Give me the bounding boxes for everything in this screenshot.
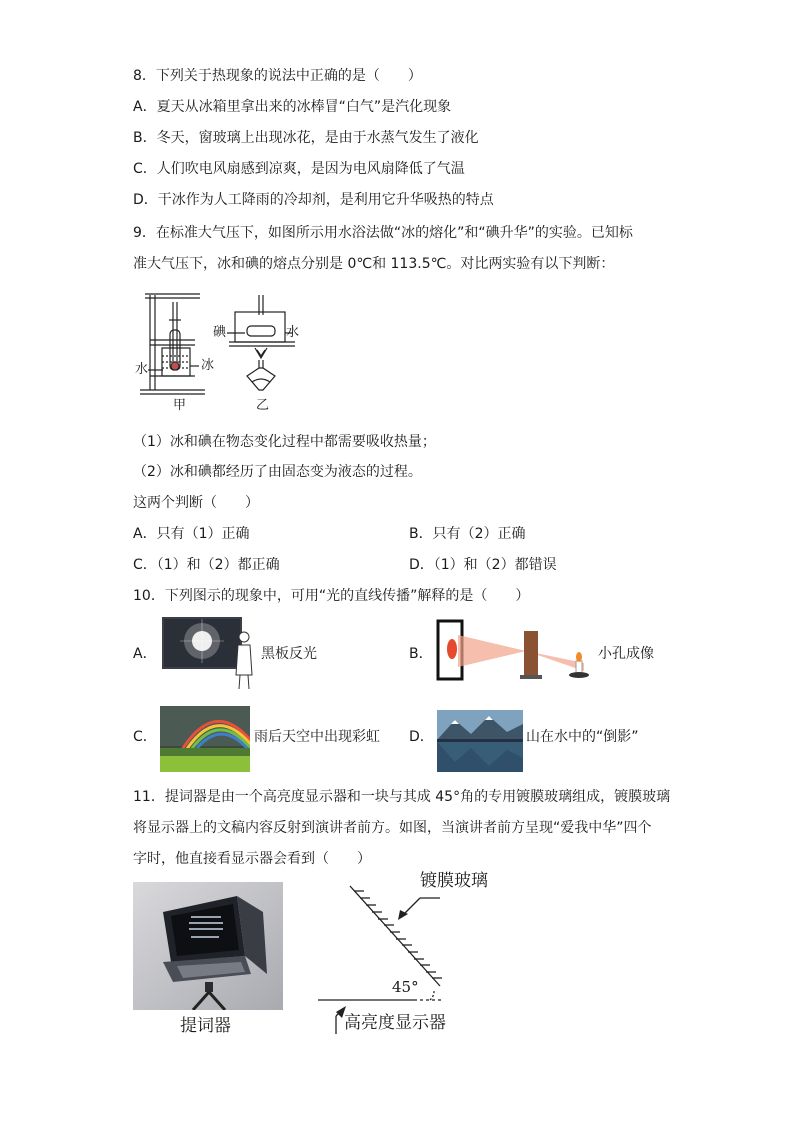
q11-stem-line1: 11．提词器是由一个高亮度显示器和一块与其成 45°角的专用镀膜玻璃组成，镀膜玻璃 — [133, 789, 671, 805]
mountain-reflection-image — [437, 710, 523, 772]
q8-stem: 8．下列关于热现象的说法中正确的是（ ） — [133, 68, 422, 84]
rainbow-image — [160, 706, 250, 772]
q9-apparatus-figure — [135, 290, 315, 415]
q10-option-a-letter: A． — [133, 646, 157, 662]
display-label: 高亮度显示器 — [344, 1013, 446, 1033]
q8-option-b: B．冬天，窗玻璃上出现冰花，是由于水蒸气发生了液化 — [133, 130, 479, 146]
label-ice: 冰 — [201, 358, 215, 373]
q10-option-b-letter: B． — [409, 646, 433, 662]
q9-option-b: B．只有（2）正确 — [409, 526, 526, 542]
q11-mirror-diagram — [312, 868, 512, 1038]
q10-option-b-caption: 小孔成像 — [598, 646, 654, 662]
q9-option-c: C．（1）和（2）都正确 — [133, 557, 280, 573]
blackboard-glare-image — [162, 615, 260, 691]
q9-stem-line1: 9．在标准大气压下，如图所示用水浴法做“冰的熔化”和“碘升华”的实验。已知标 — [133, 225, 633, 241]
q10-option-c-letter: C． — [133, 729, 157, 745]
q8-option-c: C．人们吹电风扇感到凉爽，是因为电风扇降低了气温 — [133, 161, 465, 177]
q11-stem-line3: 字时，他直接看显示器会看到（ ） — [133, 851, 371, 867]
label-yi: 乙 — [256, 398, 270, 413]
teleprompter-caption: 提词器 — [180, 1016, 231, 1036]
q10-option-c-caption: 雨后天空中出现彩虹 — [254, 729, 380, 745]
glass-label: 镀膜玻璃 — [420, 871, 488, 891]
q10-option-d-letter: D． — [409, 729, 434, 745]
angle-label: 45° — [392, 978, 419, 996]
q10-option-a-caption: 黑板反光 — [261, 646, 317, 662]
q9-judgement-1: （1）冰和碘在物态变化过程中都需要吸收热量； — [133, 434, 436, 450]
pinhole-imaging-image — [436, 615, 596, 685]
thermometer-bulb-icon — [171, 362, 179, 370]
q11-stem-line2: 将显示器上的文稿内容反射到演讲者前方。如图，当演讲者前方呈现“爱我中华”四个 — [133, 820, 652, 836]
q9-option-a: A．只有（1）正确 — [133, 526, 250, 542]
q9-prompt: 这两个判断（ ） — [133, 495, 259, 511]
label-iodine: 碘 — [213, 325, 227, 340]
q9-judgement-2: （2）冰和碘都经历了由固态变为液态的过程。 — [133, 464, 422, 480]
q9-stem-line2: 准大气压下，冰和碘的熔点分别是 0℃和 113.5℃。对比两实验有以下判断： — [133, 256, 615, 272]
q9-option-d: D．（1）和（2）都错误 — [409, 557, 557, 573]
teleprompter-photo — [133, 882, 283, 1010]
q8-option-a: A．夏天从冰箱里拿出来的冰棒冒“白气”是汽化现象 — [133, 99, 452, 115]
q8-option-d: D．干冰作为人工降雨的冷却剂，是利用它升华吸热的特点 — [133, 192, 494, 208]
q10-option-d-caption: 山在水中的“倒影” — [526, 729, 639, 745]
q10-stem: 10．下列图示的现象中，可用“光的直线传播”解释的是（ ） — [133, 588, 530, 604]
q9-apparatus-drawing — [135, 290, 315, 415]
label-water-right: 水 — [286, 325, 300, 340]
label-water-left: 水 — [135, 362, 149, 377]
label-jia: 甲 — [173, 398, 187, 413]
